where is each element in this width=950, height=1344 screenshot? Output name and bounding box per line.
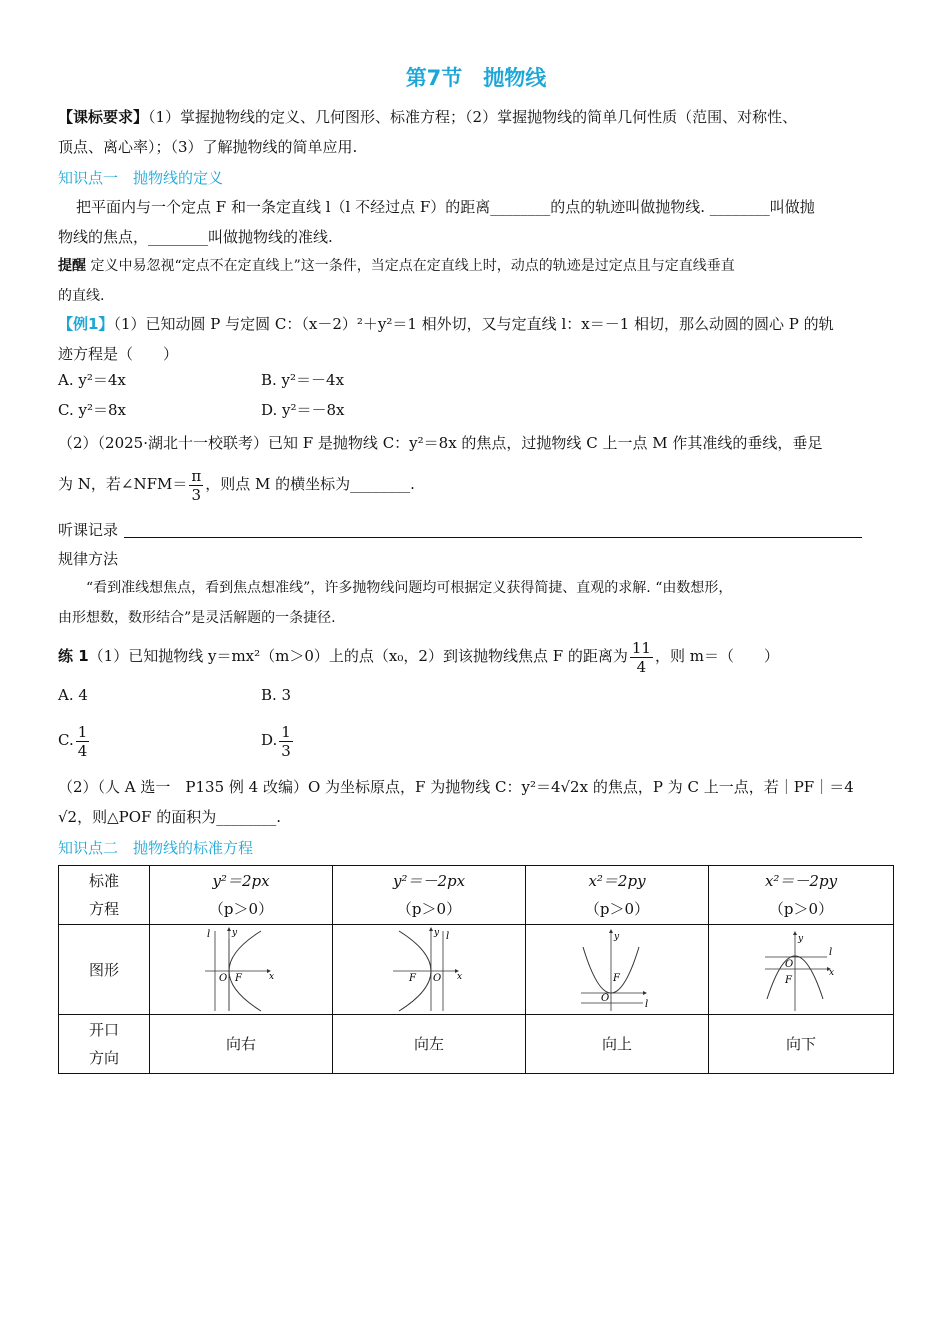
row-label-equation: [59, 866, 150, 925]
fraction-denominator: 4: [636, 657, 647, 676]
table-row-directions: [59, 1015, 894, 1074]
definition-line1: 把平面内与一个定点 F 和一条定直线 l（l 不经过点 F）的距离________的点的轨迹叫做抛物线. ________叫做抛: [76, 198, 815, 216]
example-1-part2-post: ，则点 M 的横坐标为________.: [205, 475, 415, 493]
option-d-prefix: D.: [261, 731, 278, 749]
label-line: 开口: [88, 1021, 119, 1039]
reminder-line1: 定义中易忽视“定点不在定直线上”这一条件，当定点在定直线上时，动点的轨迹是过定点且与定直线垂直: [90, 258, 735, 274]
practice-1-option-d[interactable]: [261, 718, 295, 762]
axis-x-label: x: [829, 967, 835, 978]
table-row-graphs: [59, 925, 894, 1015]
example-1-option-c[interactable]: C. y²＝8x: [58, 401, 126, 419]
origin-label: O: [601, 992, 610, 1004]
label-line: 方程: [88, 900, 119, 918]
equation-text: x²＝－2py: [764, 872, 838, 890]
notes-line[interactable]: [124, 537, 862, 538]
reminder-label: 提醒: [58, 258, 86, 274]
equation-text: x²＝2py: [588, 872, 646, 890]
directrix-label: l: [829, 946, 833, 958]
focus-label: F: [613, 972, 620, 984]
condition-text: （p＞0）: [208, 900, 274, 918]
row-label-direction: [59, 1015, 150, 1074]
label-line: 方向: [88, 1049, 119, 1067]
page-title: 第7节 抛物线: [405, 66, 547, 90]
label-line: 标准: [88, 872, 119, 890]
axis-y-label: y: [614, 931, 620, 942]
origin-label: O: [433, 972, 442, 984]
row-label-graph: 图形: [59, 925, 150, 1015]
example-1-option-b[interactable]: B. y²＝－4x: [261, 371, 345, 389]
graph-right-cell: [150, 925, 333, 1015]
pi-over-3-fraction: [189, 467, 203, 504]
definition-paragraph: [58, 192, 894, 252]
origin-label: O: [785, 958, 794, 970]
equation-right: [150, 866, 333, 925]
example-1-part2-line1: （2）（2025·湖北十一校联考）已知 F 是抛物线 C：y²＝8x 的焦点，过抛物线 C 上一点 M 作其准线的垂线，垂足: [58, 434, 823, 452]
method-line1: “看到准线想焦点，看到焦点想准线”，许多抛物线问题均可根据定义获得简捷、直观的求解. “由数想形，: [86, 580, 733, 596]
example-1-option-a[interactable]: A. y²＝4x: [58, 371, 126, 389]
practice-1-option-c[interactable]: [58, 718, 91, 762]
method-heading: 规律方法: [58, 550, 119, 568]
practice-1-pre: （1）已知抛物线 y＝mx²（m＞0）上的点（x₀，2）到该抛物线焦点 F 的距离为: [88, 647, 628, 665]
practice-1: [58, 634, 894, 678]
axis-x-label: x: [457, 971, 463, 982]
practice-1-label: 练 1: [58, 647, 89, 665]
practice-1-option-b[interactable]: B. 3: [261, 686, 292, 704]
graph-left-cell: [333, 925, 526, 1015]
course-requirements: [58, 102, 894, 162]
equation-up: [526, 866, 709, 925]
axis-x-label: x: [269, 971, 275, 982]
equation-down: [709, 866, 894, 925]
axis-y-label: y: [798, 933, 804, 944]
parabola-down-graph: [761, 927, 841, 1013]
standard-equation-table: [58, 865, 894, 1074]
fraction-denominator: 3: [191, 485, 202, 504]
axis-y-label: y: [434, 927, 440, 938]
fraction-denominator: 3: [281, 741, 291, 760]
example-1-option-d[interactable]: D. y²＝－8x: [261, 401, 345, 419]
focus-label: F: [235, 972, 242, 984]
direction-left: 向左: [333, 1015, 526, 1074]
focus-label: F: [409, 972, 416, 984]
direction-up: 向上: [526, 1015, 709, 1074]
parabola-up-graph: [577, 927, 657, 1013]
parabola-right-graph: [201, 927, 281, 1013]
requirements-line2: 顶点、离心率）；（3）了解抛物线的简单应用.: [58, 138, 358, 156]
focus-label: F: [785, 974, 792, 986]
directrix-label: l: [446, 930, 450, 942]
eleven-over-four-fraction: [630, 639, 653, 676]
example-1: [58, 309, 894, 369]
equation-text: y²＝－2px: [392, 872, 466, 890]
example-1-line2: 迹方程是（ ）: [58, 345, 179, 363]
practice-1-post: ，则 m＝（ ）: [654, 647, 779, 665]
knowledge-point-2-heading: 知识点二 抛物线的标准方程: [58, 839, 254, 857]
fraction-numerator: π: [191, 466, 202, 485]
equation-text: y²＝2px: [212, 872, 270, 890]
condition-text: （p＞0）: [584, 900, 650, 918]
equation-left: [333, 866, 526, 925]
one-over-four-fraction: [76, 723, 90, 760]
fraction-denominator: 4: [77, 741, 88, 760]
practice-1-part2-line2: √2，则△POF 的面积为________.: [58, 808, 281, 826]
fraction-numerator: 11: [631, 638, 651, 657]
fraction-numerator: 1: [77, 722, 88, 741]
condition-text: （p＞0）: [396, 900, 462, 918]
example-1-label: 【例1】: [58, 315, 114, 333]
definition-line2: 物线的焦点，________叫做抛物线的准线.: [58, 228, 333, 246]
method-paragraph: [58, 573, 894, 633]
requirements-label: 【课标要求】: [58, 108, 149, 126]
one-over-three-fraction: [279, 723, 293, 760]
axis-y-label: y: [232, 927, 238, 938]
option-c-prefix: C.: [58, 731, 74, 749]
reminder: [58, 251, 894, 311]
example-1-part2-line2: [58, 462, 894, 506]
parabola-left-graph: [389, 927, 469, 1013]
example-1-line1: （1）已知动圆 P 与定圆 C：（x－2）²＋y²＝1 相外切，又与定直线 l：x＝－1 相切，那么动圆的圆心 P 的轨: [113, 315, 834, 333]
knowledge-point-1-heading: 知识点一 抛物线的定义: [58, 169, 224, 187]
condition-text: （p＞0）: [768, 900, 834, 918]
direction-down: 向下: [709, 1015, 894, 1074]
directrix-label: l: [207, 928, 211, 940]
notes-row: [58, 515, 894, 545]
direction-right: 向右: [150, 1015, 333, 1074]
notes-label: 听课记录: [58, 521, 119, 539]
directrix-label: l: [645, 998, 649, 1010]
example-1-part2-pre: 为 N，若∠NFM＝: [58, 475, 188, 493]
requirements-line1: （1）掌握抛物线的定义、几何图形、标准方程；（2）掌握抛物线的简单几何性质（范围、对称性、: [148, 108, 798, 126]
table-row-equations: [59, 866, 894, 925]
practice-1-option-a[interactable]: A. 4: [58, 686, 88, 704]
fraction-numerator: 1: [281, 722, 291, 741]
graph-down-cell: [709, 925, 894, 1015]
reminder-line2: 的直线.: [58, 288, 105, 304]
graph-up-cell: [526, 925, 709, 1015]
practice-1-part2: [58, 772, 894, 832]
origin-label: O: [219, 972, 228, 984]
practice-1-part2-line1: （2）（人 A 选一 P135 例 4 改编）O 为坐标原点，F 为抛物线 C：y²＝4√2x 的焦点，P 为 C 上一点，若｜PF｜＝4: [58, 778, 854, 796]
method-line2: 由形想数，数形结合”是灵活解题的一条捷径.: [58, 610, 336, 626]
